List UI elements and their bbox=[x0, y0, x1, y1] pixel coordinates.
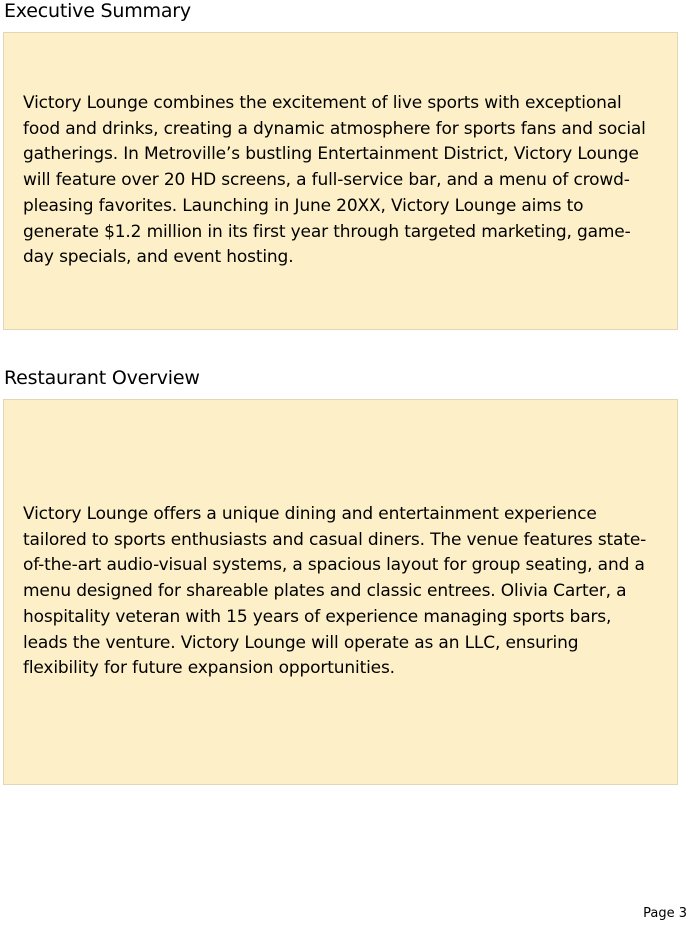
restaurant-overview-heading: Restaurant Overview bbox=[4, 367, 200, 389]
restaurant-overview-text: Victory Lounge offers a unique dining and entertainment experience tailored to sports enthusiasts and casual diners. The venue features state-of-the-art audio-visual systems, a spacious layout for group seating, and a menu designed for shareable plates and classic entrees. Olivia Carter, a hospitality veteran with 15 years of experience managing sports bars, leads the venture. Victory Lounge will operate as an LLC, ensuring flexibility for future expansion opportunities. bbox=[23, 503, 647, 679]
executive-summary-text: Victory Lounge combines the excitement of live sports with exceptional food and drinks, creating a dynamic atmosphere for sports fans and social gatherings. In Metroville’s bustling Entertainment District, Victory Lounge will feature over 20 HD screens, a full-service bar, and a menu of crowd-pleasing favorites. Launching in June 20XX, Victory Lounge aims to generate $1.2 million in its first year through targeted marketing, game-day specials, and event hosting. bbox=[23, 92, 646, 268]
restaurant-overview-box bbox=[3, 399, 678, 785]
executive-summary-box bbox=[3, 32, 678, 330]
executive-summary-heading: Executive Summary bbox=[4, 0, 191, 22]
page-number: Page 3 bbox=[643, 906, 687, 921]
